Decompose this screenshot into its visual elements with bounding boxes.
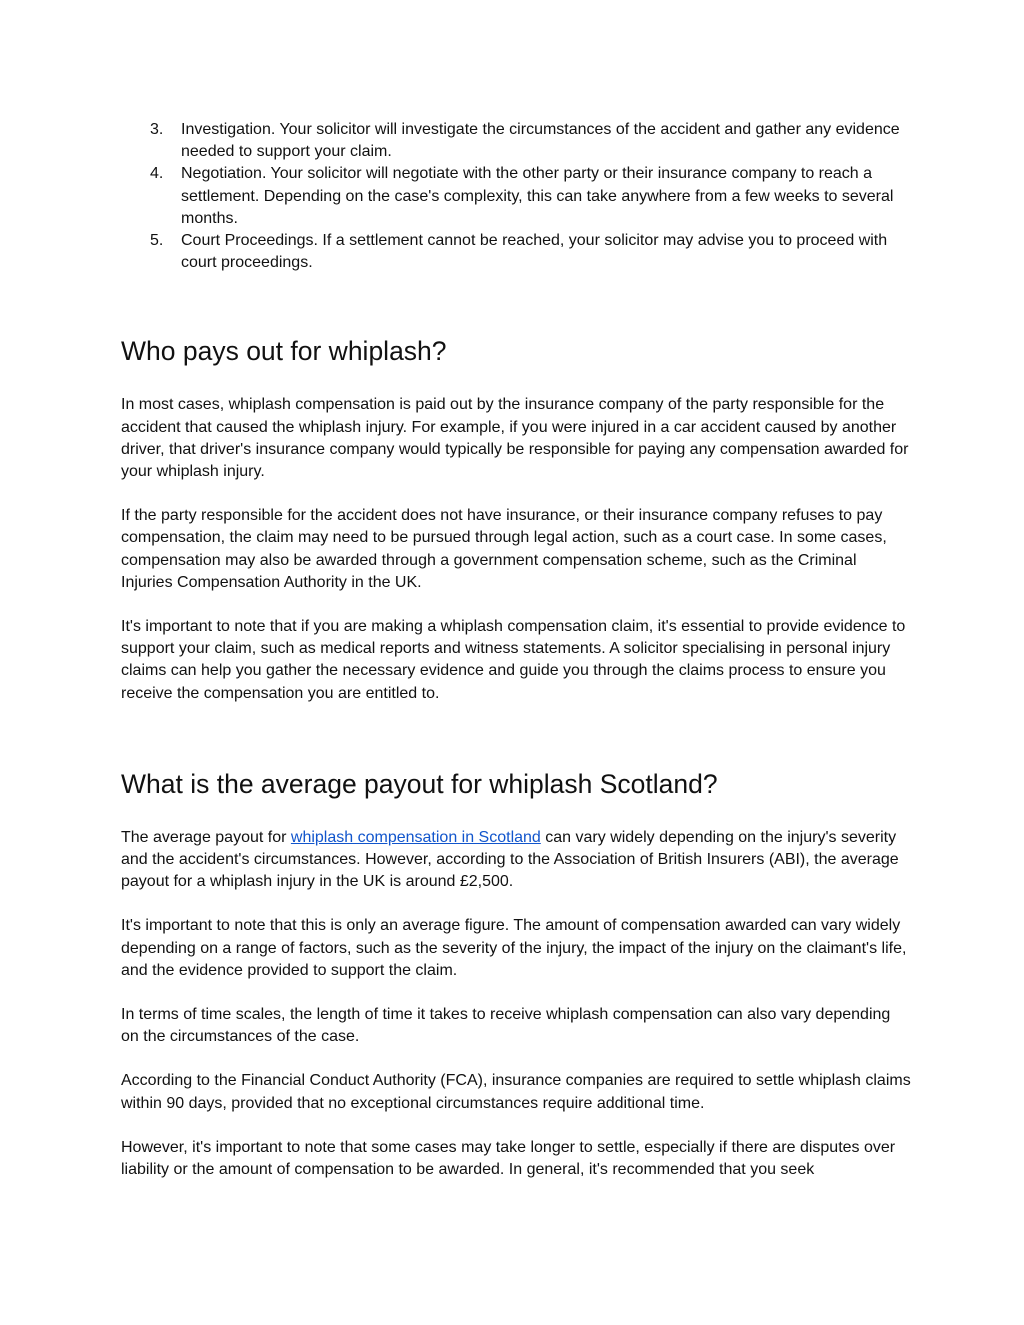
section-heading-average-payout: What is the average payout for whiplash Scotland? [121, 768, 718, 799]
intro-text-after: can vary widely depending on the injury's severity and the accident's circumstances. However, according to the Association of British Insurers (ABI), the average payout for a whiplash injury in the UK is around £2,500. [121, 828, 899, 891]
document-page [121, 119, 911, 1181]
whiplash-compensation-link[interactable]: whiplash compensation in Scotland [290, 828, 541, 846]
section-heading-who-pays: Who pays out for whiplash? [121, 336, 447, 367]
list-item-text: Negotiation. Your solicitor will negotiate with the other party or their insurance company to reach a settlement. Depending on the case's complexity, this can take anywhere from a few weeks to several months. [181, 165, 894, 227]
list-item [121, 230, 911, 274]
list-item-number: 4. [150, 165, 164, 183]
list-item-number: 3. [150, 121, 164, 138]
paragraph: According to the Financial Conduct Authority (FCA), insurance companies are required to settle whiplash claims within 90 days, provided that no exceptional circumstances require additional time. [121, 1072, 911, 1112]
list-item-number: 5. [150, 232, 164, 250]
intro-text-before: The average payout for [121, 828, 291, 846]
paragraph-intro [121, 827, 911, 894]
list-item [121, 163, 911, 230]
process-steps-list [121, 119, 911, 274]
paragraph: However, it's important to note that some cases may take longer to settle, especially if there are disputes over liability or the amount of compensation to be awarded. In general, it's recommended that you seek [121, 1138, 896, 1179]
list-item-text: Investigation. Your solicitor will investigate the circumstances of the accident and gather any evidence needed to support your claim. [181, 121, 900, 161]
paragraph: It's important to note that if you are making a whiplash compensation claim, it's essential to provide evidence to support your claim, such as medical reports and witness statements. A solicitor specialising in personal injury claims can help you gather the necessary evidence and guide you through the claims process to ensure you receive the compensation you are entitled to. [121, 618, 906, 702]
paragraph: In most cases, whiplash compensation is paid out by the insurance company of the party responsible for the accident that caused the whiplash injury. For example, if you were injured in a car accident caused by another driver, that driver's insurance company would typically be responsible for paying any compensation awarded for your whiplash injury. [121, 396, 909, 481]
paragraph: It's important to note that this is only an average figure. The amount of compensation awarded can vary widely depending on a range of factors, such as the severity of the injury, the impact of the injury on the claimant's life, and the evidence provided to support the claim. [121, 917, 907, 979]
paragraph: If the party responsible for the accident does not have insurance, or their insurance company refuses to pay compensation, the claim may need to be pursued through legal action, such as a court case. In some cases, compensation may also be awarded through a government compensation scheme, such as the Criminal Injuries Compensation Authority in the UK. [121, 507, 887, 591]
list-item-text: Court Proceedings. If a settlement cannot be reached, your solicitor may advise you to proceed with court proceedings. [181, 232, 888, 272]
list-item [121, 119, 911, 163]
paragraph: In terms of time scales, the length of time it takes to receive whiplash compensation can also vary depending on the circumstances of the case. [121, 1006, 891, 1046]
